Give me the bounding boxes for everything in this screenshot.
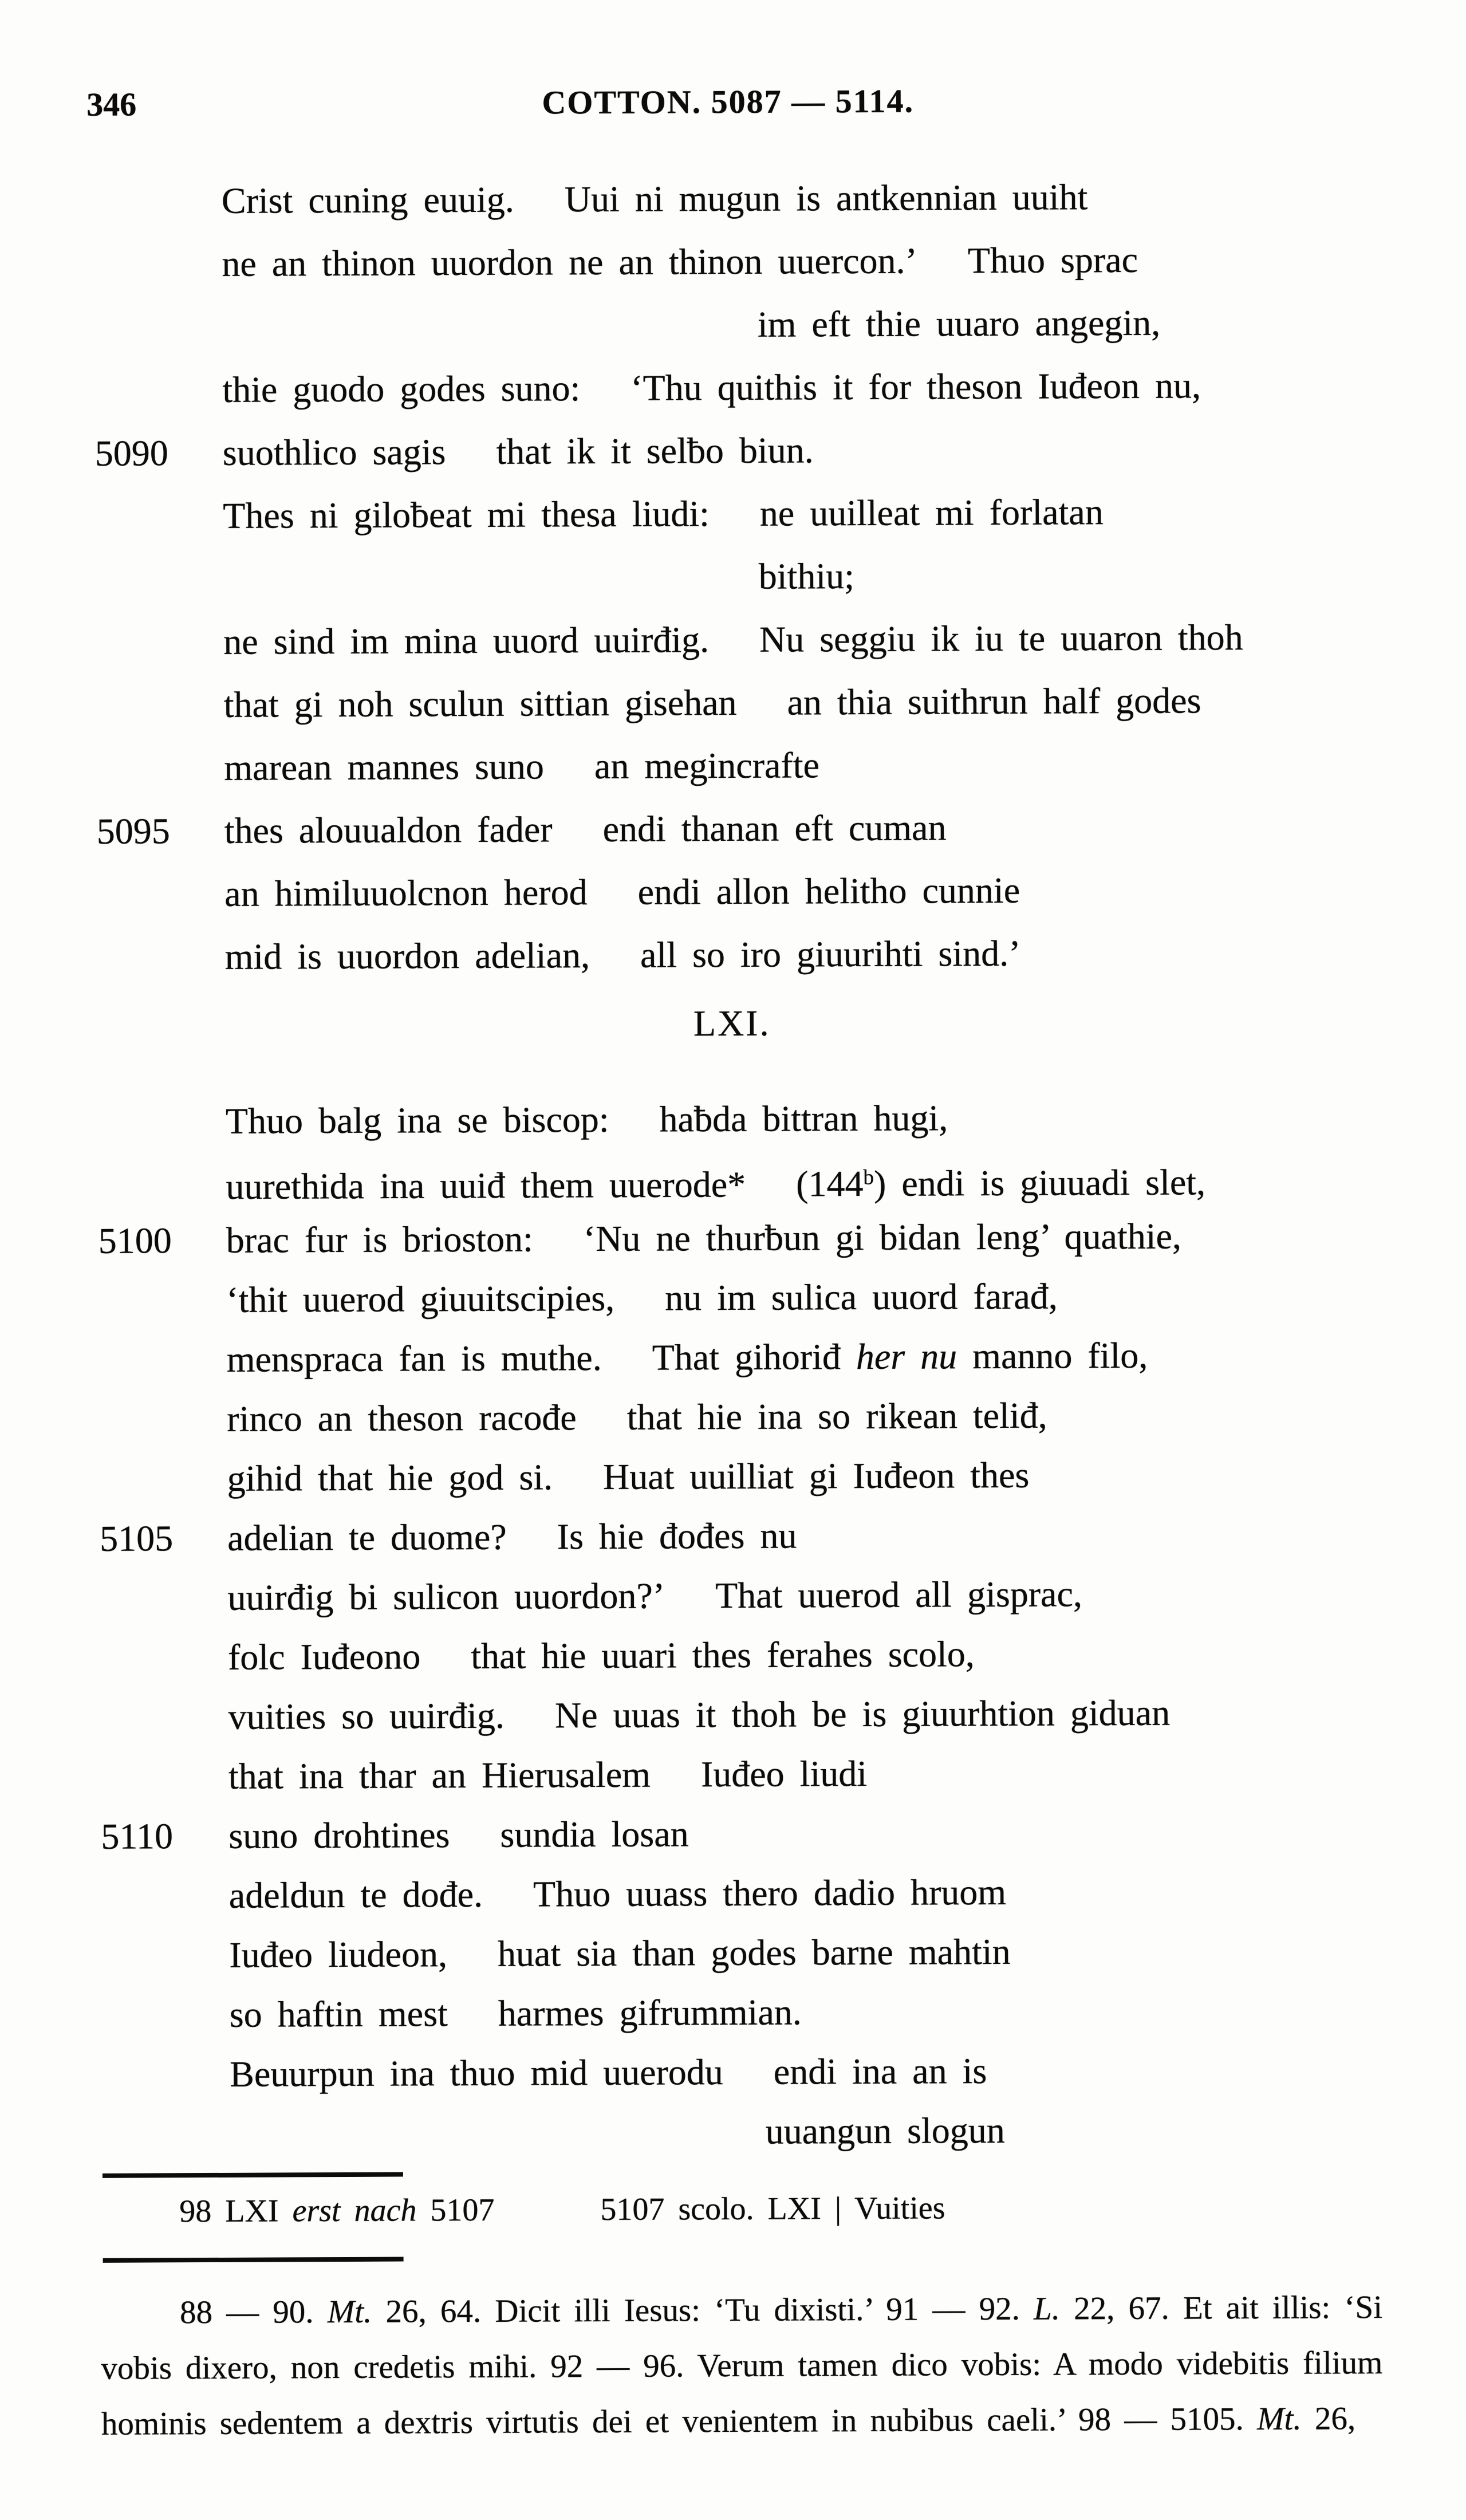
verse-right-half: sundia losan bbox=[500, 1813, 689, 1855]
page-number: 346 bbox=[86, 85, 137, 123]
bible-book-abbrev-italic: Mt. bbox=[327, 2293, 372, 2330]
verse-right-half: that hie ina so rikean teliđ, bbox=[626, 1395, 1047, 1438]
verse-left-half: menspraca fan is muthe. bbox=[226, 1337, 602, 1380]
apparatus-note-italic: erst nach bbox=[292, 2192, 417, 2229]
verse-line bbox=[1, 1444, 1381, 1510]
verse-right-half: Thuo uuass thero dadio hruom bbox=[533, 1871, 1007, 1915]
verse-line bbox=[0, 227, 1376, 297]
verse-line bbox=[1, 1384, 1381, 1450]
verse-left-half: brac fur is brioston: bbox=[226, 1218, 533, 1261]
verse-left-half: suno drohtines bbox=[228, 1814, 450, 1856]
verse-left-half: vuities so uuirđig. bbox=[228, 1695, 505, 1737]
verse-left-half: mid is uuordon adelian, bbox=[224, 935, 590, 977]
footnote-text: 88 — 90. bbox=[179, 2294, 328, 2331]
footnote-paragraph bbox=[101, 2279, 1383, 2452]
verse-number: 5110 bbox=[101, 1816, 174, 1857]
verse-line bbox=[0, 290, 1376, 360]
verse-line bbox=[0, 1206, 1380, 1271]
verse-right-half: haƀda bittran hugi, bbox=[659, 1097, 948, 1140]
section-heading: LXI. bbox=[693, 1002, 771, 1044]
verse-line bbox=[3, 1980, 1384, 2046]
verse-line bbox=[3, 2039, 1384, 2105]
verse-left-half: Crist cuning euuig. bbox=[221, 179, 514, 221]
verse-left-half: Thes ni giloƀeat mi thesa liudi: bbox=[223, 493, 710, 536]
verse-number: 5090 bbox=[94, 432, 168, 474]
verse-line bbox=[0, 668, 1378, 738]
running-header bbox=[0, 76, 1461, 128]
verse-line bbox=[0, 416, 1377, 486]
indented-half-line: bithiu; bbox=[758, 556, 855, 597]
verse-line bbox=[0, 920, 1379, 990]
apparatus-entry: 5107 scolo. LXI | Vuities bbox=[600, 2190, 945, 2228]
verse-line bbox=[0, 1265, 1380, 1331]
verse-line bbox=[3, 2099, 1384, 2165]
emphasized-words: her nu bbox=[856, 1336, 957, 1377]
verse-line bbox=[1, 1563, 1381, 1629]
verse-line bbox=[2, 1682, 1382, 1748]
verse-right-half: all so iro giuurihti sind.’ bbox=[640, 932, 1021, 975]
verse-left-half: ‘thit uuerod giuuitscipies, bbox=[226, 1277, 615, 1320]
verse-left-half: ne sind im mina uuord uuirđig. bbox=[223, 619, 710, 662]
verse-left-half: ne an thinon uuordon ne an thinon uuercon.’ bbox=[222, 240, 918, 284]
manuscript-folio-ref: (144 bbox=[796, 1163, 864, 1204]
verse-right-half: Uui ni mugun is antkennian uuiht bbox=[564, 176, 1088, 220]
verse-right-half: Huat uuilliat gi Iuđeon thes bbox=[602, 1454, 1030, 1497]
indented-half-line: im eft thie uuaro angegin, bbox=[757, 302, 1161, 345]
poem-section-1 bbox=[0, 164, 1379, 990]
indented-half-line: uuangun slogun bbox=[765, 2109, 1005, 2152]
verse-number: 5100 bbox=[98, 1220, 172, 1261]
apparatus-line bbox=[179, 2182, 945, 2237]
verse-left-half: marean mannes suno bbox=[224, 746, 545, 788]
verse-right-half: endi allon helitho cunnie bbox=[637, 869, 1020, 912]
verse-right-half bbox=[796, 1162, 1205, 1204]
verse-line bbox=[1, 1503, 1381, 1569]
footnote-text: 26, 64. Dicit illi Iesus: ‘Tu dixisti.’ 91 — 92. bbox=[372, 2290, 1034, 2330]
verse-right-half: ‘Thu quithis it for theson Iuđeon nu, bbox=[630, 365, 1201, 408]
verse-left-half: that ina thar an Hierusalem bbox=[228, 1754, 651, 1797]
verse-right-half: Nu seggiu ik iu te uuaron thoh bbox=[759, 617, 1243, 660]
verse-right-half: ‘Nu ne thurƀun gi bidan leng’ quathie, bbox=[583, 1215, 1182, 1259]
verse-line bbox=[3, 1920, 1383, 1986]
verse-right-half: that hie uuari thes ferahes scolo, bbox=[471, 1633, 975, 1677]
verse-right-half: an thia suithrun half godes bbox=[787, 680, 1201, 723]
verse-line bbox=[1, 1325, 1381, 1391]
verse-right-half: harmes gifrummian. bbox=[498, 1991, 802, 2034]
verse-left-half: adelian te duome? bbox=[227, 1516, 507, 1558]
verse-left-half: so haftin mest bbox=[229, 1993, 448, 2035]
verse-line bbox=[2, 1742, 1382, 1808]
separator-rule-bottom bbox=[103, 2257, 404, 2263]
verse-right-half: That uuerod all gisprac, bbox=[715, 1573, 1083, 1616]
verse-left-half: uuirđig bi sulicon uuordon?’ bbox=[227, 1575, 665, 1618]
verse-right-half: ne uuilleat mi forlatan bbox=[759, 491, 1104, 534]
verse-left-half: uurethida ina uuiđ them uuerode* bbox=[226, 1164, 746, 1207]
verse-line bbox=[2, 1801, 1382, 1867]
folio-superscript: b bbox=[863, 1166, 874, 1190]
verse-right-half: huat sia than godes barne mahtin bbox=[497, 1931, 1011, 1974]
verse-left-half: that gi noh sculun sittian gisehan bbox=[223, 682, 737, 725]
verse-right-half: endi ina an is bbox=[773, 2050, 987, 2092]
verse-left-half: suothlico sagis bbox=[222, 431, 446, 473]
verse-left-half: folc Iuđeono bbox=[227, 1636, 421, 1678]
verse-line bbox=[0, 542, 1377, 612]
verse-left-half: thie guodo godes suno: bbox=[222, 368, 581, 410]
verse-line bbox=[0, 731, 1378, 801]
verse-left-half: an himiluuolcnon herod bbox=[224, 872, 588, 914]
verse-line bbox=[3, 1861, 1383, 1927]
verse-right-half: an megincrafte bbox=[594, 745, 820, 787]
verse-left-half: adeldun te dođe. bbox=[228, 1873, 483, 1916]
verse-right-half: Thuo sprac bbox=[967, 239, 1138, 281]
verse-left-half: rinco an theson racođe bbox=[227, 1397, 577, 1439]
verse-left-half: Iuđeo liudeon, bbox=[229, 1934, 448, 1975]
apparatus-verse-ref: 5107 bbox=[416, 2192, 495, 2228]
verse-left-half: Thuo balg ina se biscop: bbox=[225, 1098, 609, 1141]
verse-left-half: Beuurpun ina thuo mid uuerodu bbox=[230, 2052, 723, 2094]
verse-line bbox=[0, 1146, 1380, 1212]
verse-right-text: That gihoriđ bbox=[652, 1336, 857, 1378]
apparatus-lemma: 98 LXI bbox=[179, 2193, 293, 2230]
verse-right-half: that ik it selƀo biun. bbox=[496, 430, 814, 472]
verse-right-half: Iuđeo liudi bbox=[700, 1753, 868, 1795]
poem-section-2 bbox=[0, 1086, 1384, 2164]
verse-left-half: thes alouualdon fader bbox=[224, 809, 553, 851]
running-title: COTTON. 5087 — 5114. bbox=[542, 82, 915, 121]
verse-line bbox=[0, 479, 1377, 549]
separator-rule-top bbox=[103, 2172, 403, 2178]
bible-book-abbrev-italic: L. bbox=[1033, 2290, 1061, 2327]
verse-right-continuation: manno filo, bbox=[957, 1334, 1148, 1377]
verse-line bbox=[0, 794, 1378, 864]
verse-right-half: Ne uuas it thoh be is giuurhtion giduan bbox=[554, 1692, 1171, 1736]
verse-line bbox=[0, 857, 1378, 927]
bible-book-abbrev-italic: Mt. bbox=[1256, 2400, 1302, 2438]
verse-right-half: Is hie đođes nu bbox=[557, 1515, 797, 1557]
verse-line bbox=[2, 1623, 1382, 1688]
verse-number: 5095 bbox=[96, 810, 170, 852]
verse-right-continuation: ) endi is giuuadi slet, bbox=[873, 1161, 1206, 1204]
verse-number: 5105 bbox=[99, 1518, 174, 1559]
verse-line bbox=[0, 605, 1378, 675]
verse-line bbox=[0, 353, 1377, 423]
verse-right-half bbox=[652, 1335, 1148, 1378]
footnote-text: 22, 67. Et ait illis: ‘Si vobis dixero, non credetis mihi. 92 — 96. Verum tamen dico vobis: A modo videbitis filium hominis sedentem a dextris virtutis dei et venientem in nubibus caeli.’ 98 — 5105. bbox=[101, 2289, 1383, 2442]
verse-right-half: nu im sulica uuord farađ, bbox=[665, 1275, 1058, 1318]
verse-line bbox=[0, 1086, 1380, 1152]
footnote-text: 26, bbox=[1301, 2400, 1356, 2437]
verse-line bbox=[0, 164, 1376, 234]
verse-right-half: endi thanan eft cuman bbox=[602, 807, 947, 849]
verse-left-half: gihid that hie god si. bbox=[227, 1456, 553, 1499]
